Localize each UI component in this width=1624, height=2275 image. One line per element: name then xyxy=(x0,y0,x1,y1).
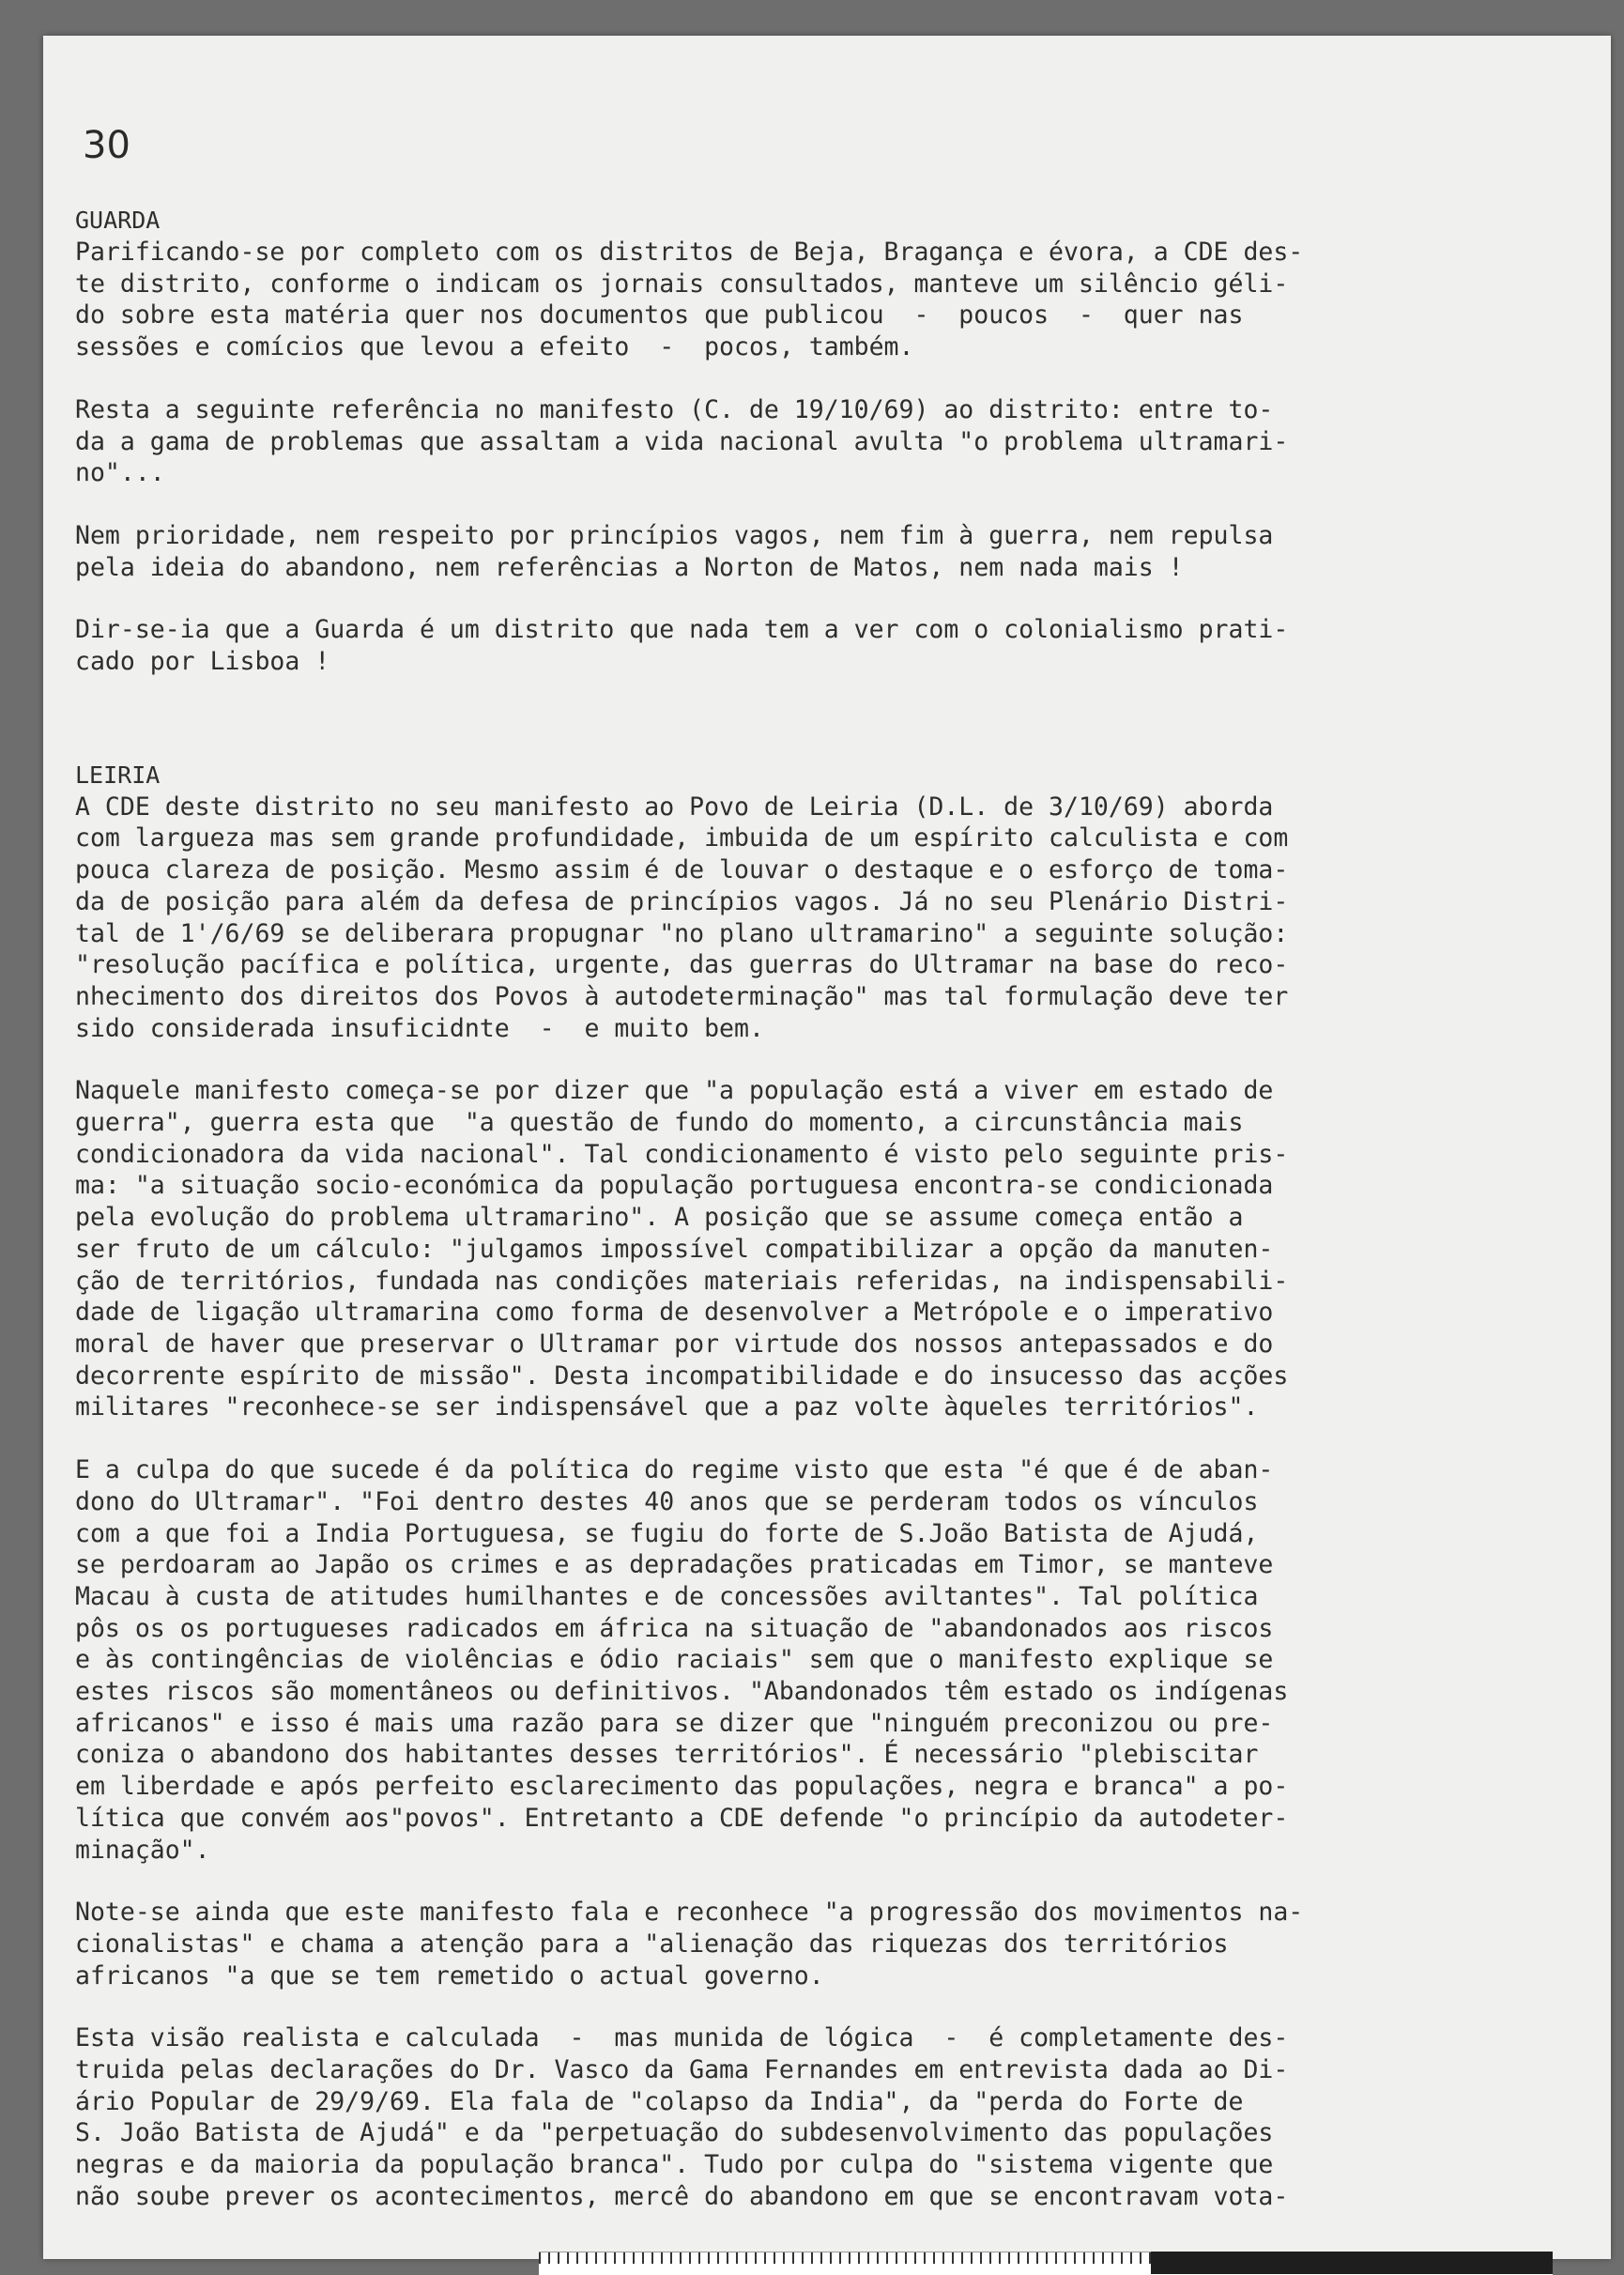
section-heading: GUARDA xyxy=(75,207,161,234)
section-leiria xyxy=(75,760,1446,2213)
paragraph: Dir-se-ia que a Guarda é um distrito que nada tem a ver com o colonialismo prati- cado por Lisboa ! xyxy=(75,615,1289,677)
paragraph: Esta visão realista e calculada - mas munida de lógica - é completamente des- truida pelas declarações do Dr. Vasco da Gama Fernandes em entrevista dada ao Di- ário Popular de 29/9/69. Ela fala de "colapso da India", da "perda do Forte de S. João Batista de Ajudá" e da "perpetuação do subdesenvolvimento das populações negras e da maioria da população branca". Tudo por culpa do "sistema vigente que não soube prever os acontecimentos, mercê do abandono em que se encontravam vota- xyxy=(75,2023,1289,2211)
paragraph: Parificando-se por completo com os distritos de Beja, Bragança e évora, a CDE des- te distrito, conforme o indicam os jornais consultados, manteve um silêncio géli- do sobre esta matéria quer nos documentos que publicou - poucos - quer nas sessões e comícios que levou a efeito - pocos, também. xyxy=(75,238,1304,362)
section-guarda xyxy=(75,205,1446,678)
scale-ruler-dark-segment xyxy=(1151,2252,1553,2274)
page-number: 30 xyxy=(83,124,130,167)
section-heading: LEIRIA xyxy=(75,761,161,789)
paragraph: E a culpa do que sucede é da política do regime visto que esta "é que é de aban- dono do Ultramar". "Foi dentro destes 40 anos que se perderam todos os vínculos com a que foi a India Portuguesa, se fugiu do forte de S.João Batista de Ajudá, se perdoaram ao Japão os crimes e as depradações praticadas em Timor, se manteve Macau à custa de atitudes humilhantes e de concessões aviltantes". Tal política pôs os os portugueses radicados em áfrica na situação de "abandonados aos riscos e às contingências de violências e ódio raciais" sem que o manifesto explique se estes riscos são momentâneos ou definitivos. "Abandonados têm estado os indígenas africanos" e isso é mais uma razão para se dizer que "ninguém preconizou ou pre- coniza o abandono dos habitantes desses territórios". É necessário "plebiscitar em liberdade e após perfeito esclarecimento das populações, negra e branca" a po- lítica que convém aos"povos". Entretanto a CDE defende "o princípio da autodeter- minação". xyxy=(75,1455,1289,1865)
paragraph: A CDE deste distrito no seu manifesto ao Povo de Leiria (D.L. de 3/10/69) aborda com largueza mas sem grande profundidade, imbuida de um espírito calculista e com pouca clareza de posição. Mesmo assim é de louvar o destaque e o esforço de toma- da de posição para além da defesa de princípios vagos. Já no seu Plenário Distri- tal de 1'/6/69 se deliberara propugnar "no plano ultramarino" a seguinte solução: "resolução pacífica e política, urgente, das guerras do Ultramar na base do reco- nhecimento dos direitos dos Povos à autodeterminação" mas tal formulação deve ter sido considerada insuficidnte - e muito bem. xyxy=(75,792,1289,1043)
paragraph: Note-se ainda que este manifesto fala e reconhece "a progressão dos movimentos na- cionalistas" e chama a atenção para a "alienação das riquezas dos territórios africanos "a que se tem remetido o actual governo. xyxy=(75,1898,1304,1991)
paragraph: Naquele manifesto começa-se por dizer que "a população está a viver em estado de guerra", guerra esta que "a questão de fundo do momento, a circunstância mais condicionadora da vida nacional". Tal condicionamento é visto pelo seguinte pris- ma: "a situação socio-económica da população portuguesa encontra-se condicionada pela evolução do problema ultramarino". A posição que se assume começa então a ser fruto de um cálculo: "julgamos impossível compatibilizar a opção da manuten- ção de territórios, fundada nas condições materiais referidas, na indispensabili- dade de ligação ultramarina como forma de desenvolver a Metrópole e o imperativo moral de haver que preservar o Ultramar por virtude dos nossos antepassados e do decorrente espírito de missão". Desta incompatibilidade e do insucesso das acções militares "reconhece-se ser indispensável que a paz volte àqueles territórios". xyxy=(75,1076,1289,1422)
document-body xyxy=(75,205,1446,2244)
paragraph: Resta a seguinte referência no manifesto (C. de 19/10/69) ao distrito: entre to- da a gama de problemas que assaltam a vida nacional avulta "o problema ultramari- no"... xyxy=(75,394,1289,488)
paragraph: Nem prioridade, nem respeito por princípios vagos, nem fim à guerra, nem repulsa pela ideia do abandono, nem referências a Norton de Matos, nem nada mais ! xyxy=(75,520,1274,582)
